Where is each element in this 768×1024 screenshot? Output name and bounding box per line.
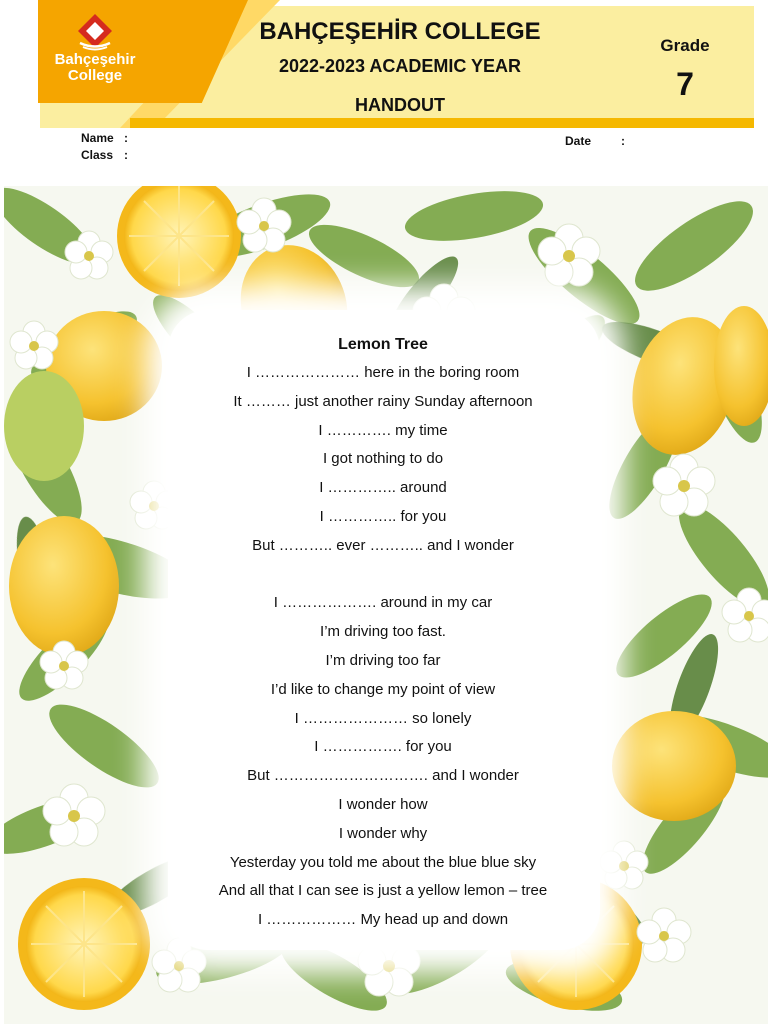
poem (150, 330, 616, 935)
header-underline (130, 118, 754, 128)
name-label: Name (81, 131, 114, 145)
poem-line: It ……… just another rainy Sunday afternoon (233, 392, 533, 410)
college-logo-icon (70, 12, 120, 52)
date-label: Date (565, 134, 592, 148)
poem-line: I ………….. for you (319, 507, 447, 525)
logo-text-line1: Bahçeşehir (54, 51, 136, 68)
logo-text (50, 52, 140, 84)
poem-line: I ………………… so lonely (294, 709, 472, 727)
poem-line: I ……………… My head up and down (257, 911, 509, 929)
grade-label: Grade (660, 36, 710, 55)
name-colon: : (124, 131, 128, 145)
poem-line: I ……………. for you (314, 738, 452, 756)
poem-line: I …………. my time (318, 421, 448, 439)
poem-line: I wonder why (338, 824, 428, 842)
poem-line: I ………….. around (319, 479, 447, 497)
poem-line: I ………………. around in my car (273, 594, 493, 612)
poem-line: I’m driving too far (325, 651, 441, 669)
poem-line: And all that I can see is just a yellow lemon – tree (218, 882, 548, 900)
class-colon: : (124, 148, 128, 162)
poem-line: But ……….. ever ……….. and I wonder (252, 536, 514, 554)
date-colon: : (621, 134, 625, 148)
stanza-gap (150, 561, 616, 590)
poem-line: Yesterday you told me about the blue blue sky (229, 853, 537, 871)
class-label: Class (81, 148, 114, 162)
logo-text-line2: College (67, 67, 123, 84)
grade-value: 7 (676, 66, 694, 102)
poem-title: Lemon Tree (338, 336, 428, 353)
poem-line: I got nothing to do (322, 450, 444, 468)
poem-line: But …………………………. and I wonder (247, 767, 519, 785)
handout-label: HANDOUT (355, 95, 445, 115)
poem-line: I ………………… here in the boring room (246, 364, 520, 381)
college-title: BAHÇEŞEHİR COLLEGE (259, 18, 541, 45)
poem-line: I’d like to change my point of view (270, 680, 496, 698)
poem-line: I wonder how (338, 795, 428, 813)
academic-year: 2022-2023 ACADEMIC YEAR (278, 56, 522, 76)
poem-line: I’m driving too fast. (320, 623, 446, 641)
